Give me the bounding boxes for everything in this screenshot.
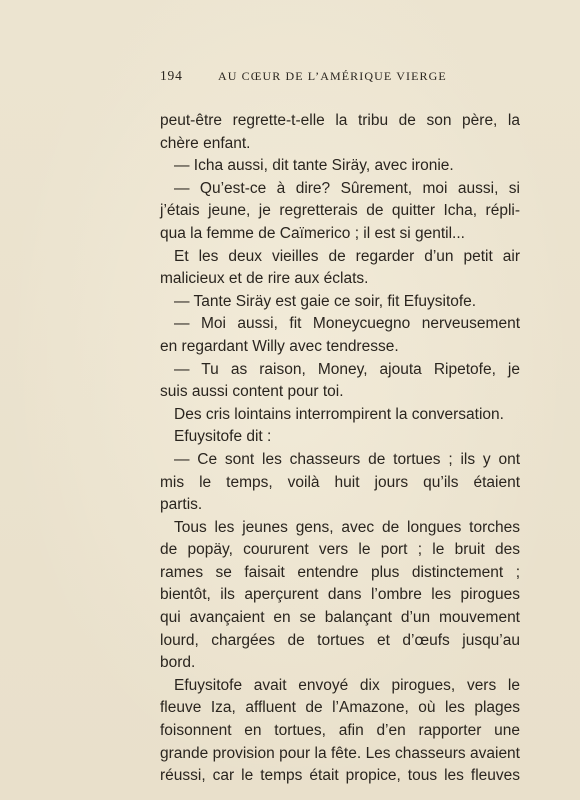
- text-line: malicieux et de rire aux éclats.: [160, 270, 369, 288]
- running-title: AU CŒUR DE L’AMÉRIQUE VIERGE: [218, 69, 447, 83]
- text-line: foisonnent en tortues, afin d’en rapporter une: [160, 722, 520, 740]
- page-number: 194: [160, 68, 183, 83]
- text-line: réussi, car le temps était propice, tous les fleuves: [160, 767, 520, 785]
- text-line: de popäy, coururent vers le port ; le bruit des: [160, 541, 520, 559]
- text-line: rames se faisait entendre plus distinctement ;: [160, 563, 520, 581]
- text-line: chère enfant.: [160, 134, 251, 152]
- text-line: Et les deux vieilles de regarder d’un petit air: [174, 247, 520, 265]
- text-line: Efuysitofe dit :: [174, 428, 272, 446]
- text-line: en regardant Willy avec tendresse.: [160, 337, 399, 355]
- text-line: — Qu’est-ce à dire? Sûrement, moi aussi, si: [174, 179, 520, 197]
- text-line: — Tu as raison, Money, ajouta Ripetofe, je: [174, 360, 520, 378]
- body-text: [160, 110, 520, 788]
- text-line: grande provision pour la fête. Les chasseurs avaient: [160, 744, 520, 762]
- text-line: qui avançaient en se balançant d’un mouvement: [160, 609, 520, 627]
- text-line: — Ce sont les chasseurs de tortues ; ils y ont: [174, 450, 520, 468]
- text-line: — Tante Siräy est gaie ce soir, fit Efuysitofe.: [174, 292, 477, 310]
- text-line: bord.: [160, 654, 196, 672]
- text-line: mis le temps, voilà huit jours qu’ils étaient: [160, 473, 520, 491]
- text-line: lourd, chargées de tortues et d’œufs jusqu’au: [160, 631, 520, 649]
- text-line: Efuysitofe avait envoyé dix pirogues, vers le: [174, 676, 520, 694]
- text-line: j’étais jeune, je regretterais de quitter Icha, répli-: [160, 202, 520, 220]
- text-line: — Moi aussi, fit Moneycuegno nerveusement: [174, 315, 520, 333]
- text-line: qua la femme de Caïmerico ; il est si gentil...: [160, 224, 465, 242]
- text-line: fleuve Iza, affluent de l’Amazone, où les plages: [160, 699, 520, 717]
- text-line: peut-être regrette-t-elle la tribu de son père, la: [160, 112, 520, 129]
- text-line: partis.: [160, 496, 203, 514]
- text-line: Des cris lointains interrompirent la conversation.: [174, 405, 504, 423]
- text-line: Tous les jeunes gens, avec de longues torches: [174, 518, 520, 536]
- text-line: — Icha aussi, dit tante Siräy, avec ironie.: [174, 157, 454, 175]
- running-head: [160, 68, 520, 88]
- text-line: suis aussi content pour toi.: [160, 383, 344, 401]
- text-line: bientôt, ils aperçurent dans l’ombre les pirogues: [160, 586, 520, 604]
